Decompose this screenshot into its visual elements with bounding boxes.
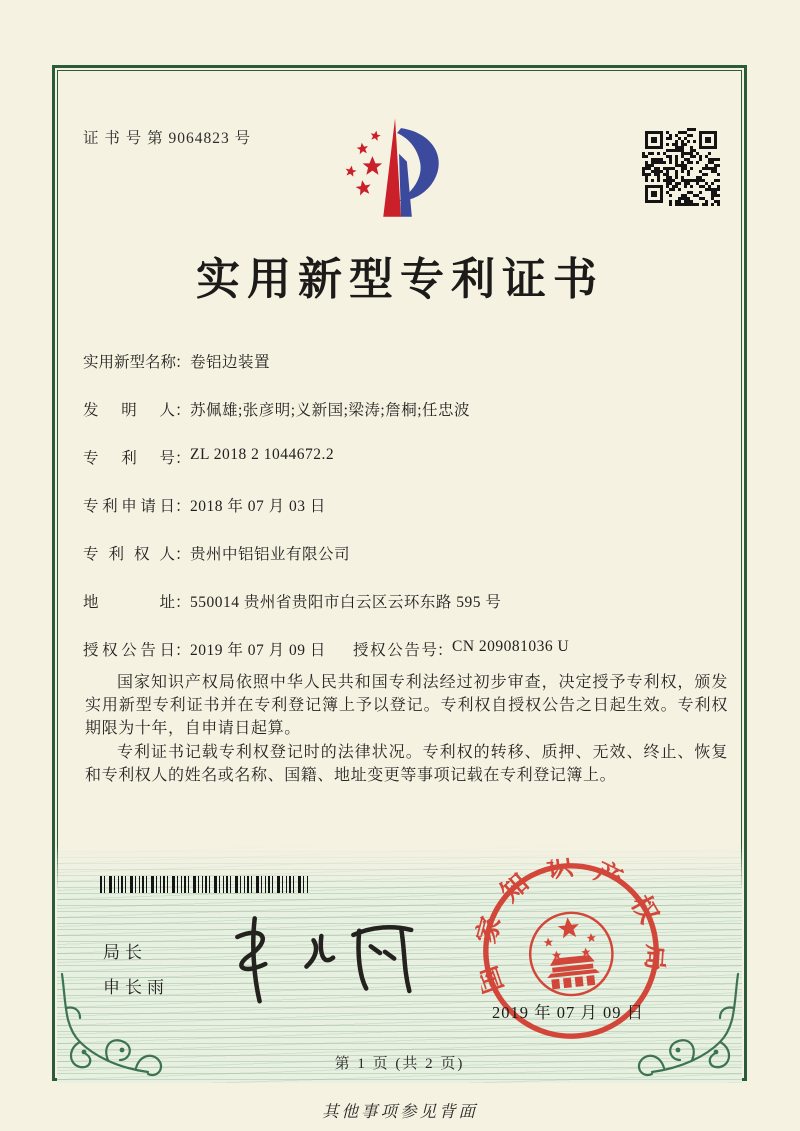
field-value: 2019 年 07 月 09 日	[190, 642, 326, 659]
field-value: CN 209081036 U	[452, 638, 570, 655]
certificate-title: 实用新型专利证书	[196, 255, 604, 304]
field-label: 专利申请日	[83, 498, 175, 515]
field-value: 卷铝边装置	[190, 354, 271, 371]
field-value: ZL 2018 2 1044672.2	[190, 446, 335, 463]
field-value: 550014 贵州省贵阳市白云区云环东路 595 号	[190, 594, 502, 611]
field-row-name	[83, 350, 723, 372]
legal-text	[85, 671, 728, 787]
field-grant-number	[353, 638, 569, 660]
field-label: 授权公告号	[353, 642, 437, 659]
field-colon: ：	[175, 498, 191, 515]
seal-date: 2019 年 07 月 09 日	[492, 1003, 645, 1022]
field-colon: ：	[175, 354, 191, 371]
field-row-filing-date	[83, 494, 723, 516]
certificate-number: 证 书 号 第 9064823 号	[83, 130, 252, 147]
field-value: 苏佩雄;张彦明;义新国;梁涛;詹桐;任忠波	[190, 402, 471, 419]
field-row-patent-number	[83, 446, 723, 468]
legal-paragraph-1: 国家知识产权局依照中华人民共和国专利法经过初步审查，决定授予专利权，颁发实用新型专利证书并在专利登记簿上予以登记。专利权自授权公告之日起生效。专利权期限为十年，自申请日起算。	[85, 674, 728, 738]
director-name: 申长雨	[103, 978, 169, 997]
national-emblem-icon	[526, 909, 616, 999]
field-colon: ：	[175, 642, 191, 659]
field-row-inventors	[83, 398, 723, 420]
field-colon: ：	[437, 642, 453, 659]
field-label: 发明人	[83, 402, 175, 419]
barcode	[100, 876, 308, 893]
field-label: 授权公告日	[83, 642, 175, 659]
field-colon: ：	[175, 594, 191, 611]
field-colon: ：	[175, 546, 191, 563]
field-label: 实用新型名称	[83, 354, 177, 371]
field-value: 2018 年 07 月 03 日	[190, 498, 326, 515]
field-label: 专利权人	[83, 546, 175, 563]
field-label: 专利号	[83, 450, 175, 467]
field-colon: ：	[175, 450, 191, 467]
field-colon: ：	[175, 402, 191, 419]
seal-text: 国家知识产权局	[470, 850, 673, 998]
field-row-patentee	[83, 542, 723, 564]
back-side-note: 其他事项参见背面	[322, 1102, 478, 1121]
field-row-address	[83, 590, 723, 612]
page-number: 第 1 页 (共 2 页)	[334, 1056, 465, 1072]
field-row-grant-date	[83, 638, 723, 660]
qr-code	[642, 128, 720, 206]
director-signature	[216, 898, 430, 1009]
cnipa-logo-icon	[336, 116, 464, 220]
director-title: 局长	[103, 943, 147, 962]
legal-paragraph-2: 专利证书记载专利权登记时的法律状况。专利权的转移、质押、无效、终止、恢复和专利权人的姓名或名称、国籍、地址变更等事项记载在专利登记簿上。	[85, 743, 728, 784]
field-label: 地址	[83, 594, 175, 611]
field-value: 贵州中铝铝业有限公司	[190, 546, 351, 563]
